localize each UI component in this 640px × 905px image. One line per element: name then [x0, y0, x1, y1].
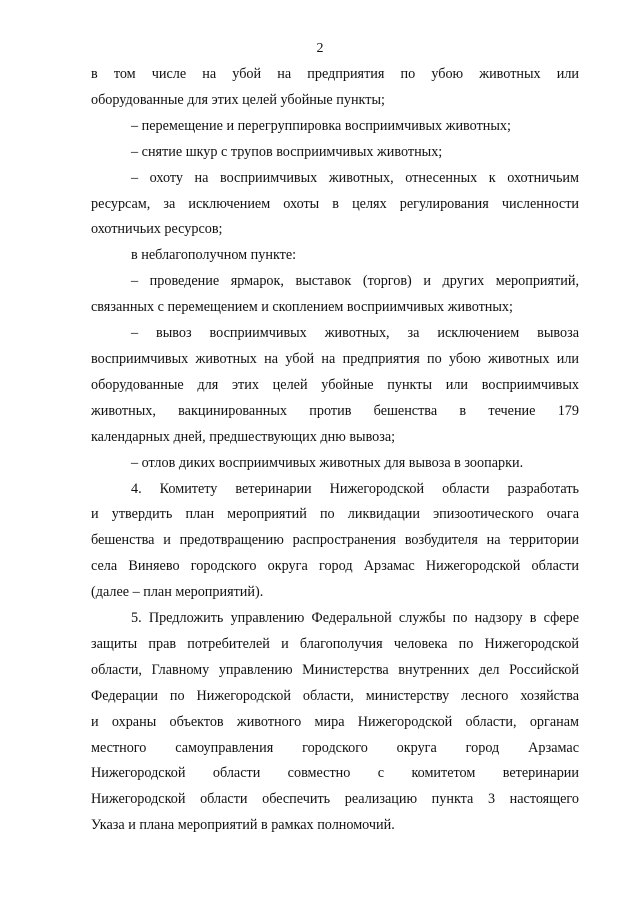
text-line: Указа и плана мероприятий в рамках полномочий.: [91, 817, 395, 834]
text-line: оборудованные для этих целей убойные пункты или восприимчивых: [91, 376, 579, 393]
text-line: восприимчивых животных на убой на предприятия по убою животных или: [91, 350, 579, 367]
list-item: – снятие шкур с трупов восприимчивых животных;: [131, 143, 443, 160]
text-line: местного самоуправления городского округа город Арзамас: [91, 739, 579, 756]
list-item: – отлов диких восприимчивых животных для вывоза в зоопарки.: [131, 454, 524, 471]
text-line: в том числе на убой на предприятия по убою животных или: [91, 66, 579, 82]
text-line: Федерации по Нижегородской области, министерству лесного хозяйства: [91, 687, 579, 704]
text-line: и охраны объектов животного мира Нижегородской области, органам: [91, 713, 579, 730]
list-item: – охоту на восприимчивых животных, отнесенных к охотничьим: [131, 169, 579, 186]
text-line: (далее – план мероприятий).: [91, 584, 264, 601]
text-line: Нижегородской области обеспечить реализацию пункта 3 настоящего: [91, 791, 579, 808]
paragraph-start: 5. Предложить управлению Федеральной службы по надзору в сфере: [131, 610, 579, 627]
text-line: бешенства и предотвращению распространения возбудителя на территории: [91, 532, 579, 549]
subheading: в неблагополучном пункте:: [131, 247, 297, 264]
text-line: и утвердить план мероприятий по ликвидации эпизоотического очага: [91, 506, 579, 523]
list-item: – проведение ярмарок, выставок (торгов) и других мероприятий,: [131, 273, 579, 290]
text-line: связанных с перемещением и скоплением восприимчивых животных;: [91, 299, 513, 316]
list-item: – вывоз восприимчивых животных, за исключением вывоза: [131, 325, 579, 342]
text-line: защиты прав потребителей и благополучия человека по Нижегородской: [91, 635, 579, 652]
document-body: [91, 62, 579, 839]
text-line: ресурсам, за исключением охоты в целях регулирования численности: [91, 195, 579, 212]
text-line: календарных дней, предшествующих дню вывоза;: [91, 428, 396, 445]
text-line: области, Главному управлению Министерства внутренних дел Российской: [91, 661, 579, 678]
text-line: села Виняево городского округа город Арзамас Нижегородской области: [91, 558, 579, 575]
text-line: Нижегородской области совместно с комитетом ветеринарии: [91, 765, 579, 782]
list-item: – перемещение и перегруппировка восприимчивых животных;: [131, 117, 511, 134]
text-line: охотничьих ресурсов;: [91, 221, 223, 238]
paragraph-start: 4. Комитету ветеринарии Нижегородской области разработать: [131, 480, 579, 497]
page-number: 2: [316, 41, 324, 56]
text-line: оборудованные для этих целей убойные пункты;: [91, 91, 385, 108]
text-line: животных, вакцинированных против бешенства в течение 179: [91, 402, 579, 419]
